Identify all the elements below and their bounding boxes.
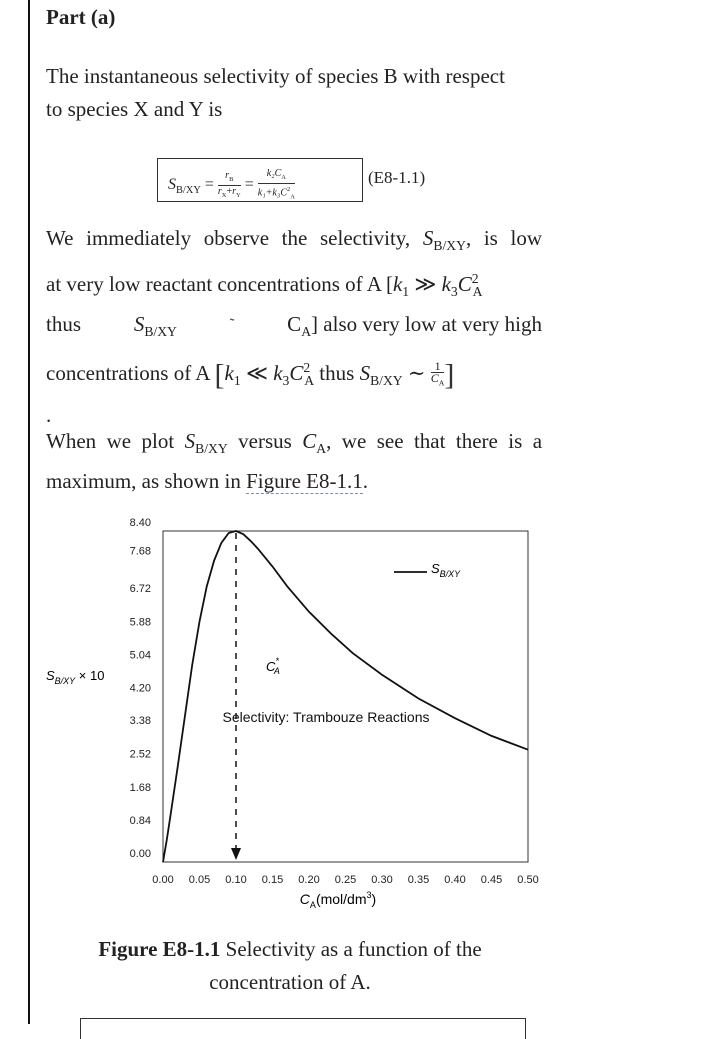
equation-box <box>157 158 363 202</box>
plot-line-2: maximum, as shown in Figure E8-1.1. <box>46 469 368 494</box>
x-tick-label: 0.05 <box>188 874 211 886</box>
plot-frame <box>163 531 528 862</box>
figure-caption: Figure E8-1.1 Selectivity as a function of the concentration of A. <box>98 937 482 994</box>
x-axis-label: $C_A(mol/dm^3)$ <box>299 890 377 910</box>
y-tick-label: 6.72 <box>129 583 151 596</box>
y-tick-label: 2.52 <box>129 748 151 761</box>
intro-line-2: to species X and Y is <box>46 97 223 121</box>
x-tick-label: 0.40 <box>444 874 466 886</box>
equation-label: (E8-1.1) <box>368 168 426 187</box>
observation-line-1: We immediately observe the selectivity, $S_{B/XY}$, is low <box>46 226 542 254</box>
y-tick-label: 4.20 <box>129 682 151 695</box>
y-tick-label: 0.00 <box>129 848 151 860</box>
x-tick-label: 0.10 <box>225 874 247 886</box>
x-tick-label: 0.50 <box>517 874 539 886</box>
y-tick-label: 7.68 <box>129 545 151 558</box>
x-tick-label: 0.30 <box>371 874 393 886</box>
x-tick-label: 0.20 <box>298 874 320 886</box>
x-tick-labels <box>152 874 538 886</box>
next-box-edge <box>80 1018 526 1039</box>
optimum-annotation: C* A <box>266 656 280 676</box>
y-tick-label: 5.88 <box>129 616 151 629</box>
x-tick-label: 0.00 <box>152 874 174 886</box>
chart-title: Selectivity: Trambouze Reactions <box>222 709 430 725</box>
figure-link[interactable]: Figure E8-1.1 <box>246 469 363 494</box>
plot-paragraph <box>46 425 542 498</box>
plot-line-1: When we plot $S_{B/XY}$ versus $C_A$, we see that there is a <box>46 429 543 457</box>
legend-label: $S_{B/XY}$ <box>431 561 461 579</box>
y-tick-label: 3.38 <box>129 714 151 727</box>
x-tick-label: 0.15 <box>261 874 284 886</box>
y-tick-label: 1.68 <box>129 781 151 794</box>
x-tick-label: 0.45 <box>480 874 503 886</box>
intro-paragraph <box>46 60 542 126</box>
observation-line-2: at very low reactant concentrations of A [$k_1$ ≫ $k_3C^2_A$ <box>46 271 483 300</box>
x-tick-label: 0.25 <box>334 874 357 886</box>
observation-dot: . <box>46 402 52 427</box>
observation-line-4: concentrations of A [$k_1$ ≪ $k_3C^2_A$ thus $S_{B/XY}$ ∼ $\frac{1}{C_A}$ ] <box>46 358 455 392</box>
selectivity-equation: $S_{B/XY}$ = $\frac{r_B}{r_X+r_Y}$ = $\frac{k_2C_A}{k_1+k_3C^2_A}$ <box>168 168 295 201</box>
y-tick-label: 8.40 <box>129 517 151 529</box>
y-axis-label: $S_{B/XY} \times 10$ <box>46 668 105 686</box>
rate-fraction: $\frac{r_B}{r_X+r_Y}$ <box>217 169 241 199</box>
rate-constant-fraction: $\frac{k_2C_A}{k_1+k_3C^2_A}$ <box>257 168 295 201</box>
y-tick-label: 5.04 <box>129 649 151 662</box>
selectivity-curve <box>163 531 528 862</box>
section-heading: Part (a) <box>46 5 116 29</box>
x-tick-label: 0.35 <box>407 874 430 886</box>
optimum-arrow-icon <box>231 848 241 860</box>
intro-line-1: The instantaneous selectivity of species B with respect <box>46 64 505 88</box>
observation-paragraph <box>46 222 542 432</box>
y-tick-labels <box>130 517 151 860</box>
observation-line-3: thus $S_{B/XY}$ ˜ $C_A$] also very low at very high <box>46 312 542 340</box>
selectivity-chart <box>0 515 707 915</box>
y-tick-label: 0.84 <box>129 814 151 827</box>
